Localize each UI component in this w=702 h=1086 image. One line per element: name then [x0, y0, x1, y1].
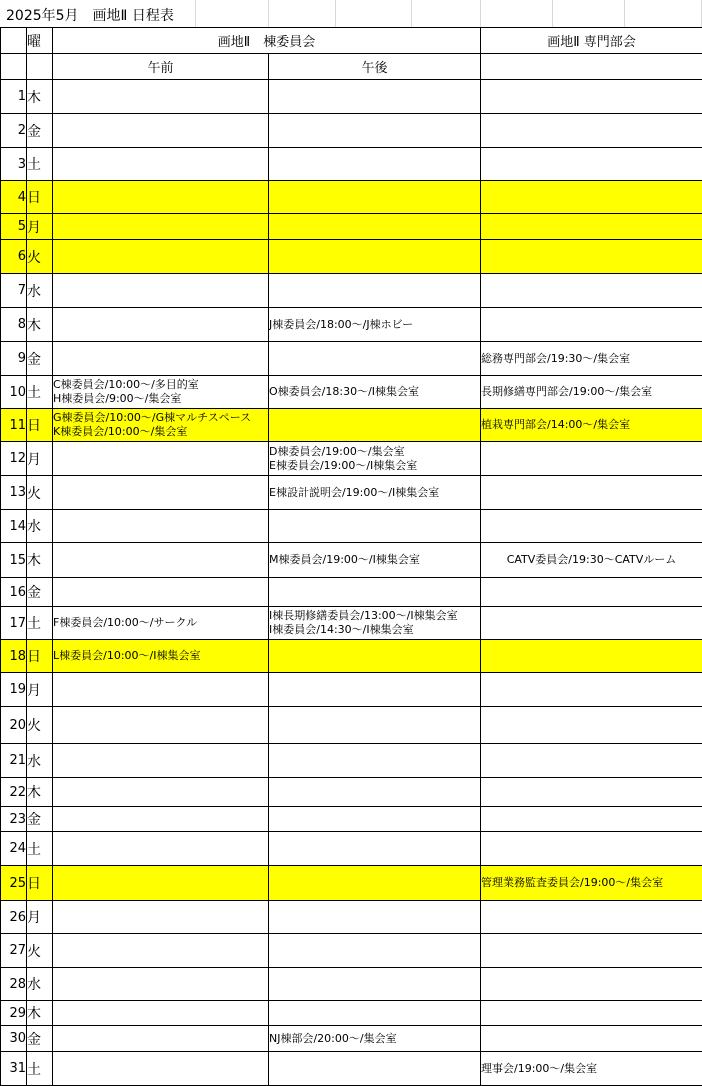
- am-cell: [53, 578, 269, 607]
- am-cell: [53, 543, 269, 578]
- am-cell: [53, 832, 269, 866]
- am-cell: [53, 342, 269, 376]
- special-cell: [481, 866, 702, 901]
- pm-cell: [269, 543, 481, 578]
- special-cell: [481, 807, 702, 832]
- am-cell: [53, 114, 269, 148]
- pm-cell: [269, 934, 481, 968]
- am-cell-entry: H棟委員会/9:00～/集会室: [53, 392, 182, 405]
- table-row: [1, 640, 702, 673]
- pm-cell: [269, 968, 481, 1001]
- pm-cell: [269, 1026, 481, 1052]
- pm-cell: [269, 1001, 481, 1026]
- day-number: 24: [1, 832, 27, 866]
- day-of-week: 日: [27, 409, 53, 442]
- pm-cell: [269, 640, 481, 673]
- day-of-week: 土: [27, 148, 53, 181]
- day-number: 21: [1, 744, 27, 778]
- day-number: 4: [1, 181, 27, 214]
- am-cell: [53, 510, 269, 543]
- day-number: 11: [1, 409, 27, 442]
- table-row: [1, 707, 702, 744]
- table-row: [1, 1026, 702, 1052]
- day-number: 31: [1, 1052, 27, 1086]
- special-cell: [481, 308, 702, 342]
- day-number: 26: [1, 901, 27, 934]
- table-row: [1, 744, 702, 778]
- building-committee-header: 画地Ⅱ 棟委員会: [53, 28, 481, 54]
- pm-cell: [269, 707, 481, 744]
- table-row: [1, 80, 702, 114]
- pm-cell-entry: E棟委員会/19:00～/I棟集会室: [269, 458, 418, 472]
- pm-cell: [269, 673, 481, 707]
- special-cell: [481, 673, 702, 707]
- am-cell: [53, 1052, 269, 1086]
- table-row: [1, 114, 702, 148]
- special-cell: [481, 376, 702, 409]
- pm-cell: [269, 181, 481, 214]
- day-of-week: 月: [27, 901, 53, 934]
- am-cell: [53, 308, 269, 342]
- special-cell: [481, 640, 702, 673]
- special-cell: [481, 778, 702, 807]
- title-row: [0, 0, 702, 27]
- am-cell: [53, 673, 269, 707]
- am-cell: [53, 80, 269, 114]
- day-of-week: 金: [27, 1026, 53, 1052]
- am-cell: [53, 376, 269, 409]
- pm-cell-entry: I棟委員会/14:30～/I棟集会室: [269, 623, 414, 636]
- special-cell: [481, 607, 702, 640]
- day-of-week: 火: [27, 934, 53, 968]
- day-number: 23: [1, 807, 27, 832]
- day-number: 27: [1, 934, 27, 968]
- day-number: 18: [1, 640, 27, 673]
- special-cell-entry: 理事会/19:00～/集会室: [481, 1061, 598, 1075]
- pm-cell-entry: J棟委員会/18:00～/J棟ホビー: [269, 317, 414, 331]
- day-number: 6: [1, 240, 27, 274]
- am-cell: [53, 866, 269, 901]
- table-row: [1, 778, 702, 807]
- day-of-week: 水: [27, 744, 53, 778]
- day-number: 29: [1, 1001, 27, 1026]
- table-row: [1, 308, 702, 342]
- am-cell: [53, 274, 269, 308]
- table-row: [1, 342, 702, 376]
- pm-cell: [269, 778, 481, 807]
- day-of-week: 木: [27, 1001, 53, 1026]
- special-committee-header: 画地Ⅱ 専門部会: [481, 28, 702, 54]
- table-row: [1, 376, 702, 409]
- table-row: [1, 409, 702, 442]
- table-row: [1, 274, 702, 308]
- am-cell: [53, 214, 269, 240]
- pm-cell: [269, 744, 481, 778]
- table-row: [1, 543, 702, 578]
- pm-cell: [269, 1052, 481, 1086]
- day-of-week: 火: [27, 476, 53, 510]
- special-cell: [481, 744, 702, 778]
- am-cell: [53, 778, 269, 807]
- special-cell: [481, 901, 702, 934]
- am-cell: [53, 442, 269, 476]
- am-cell: [53, 607, 269, 640]
- pm-cell: [269, 866, 481, 901]
- table-row: [1, 807, 702, 832]
- special-cell: [481, 476, 702, 510]
- special-cell: [481, 214, 702, 240]
- table-row: [1, 968, 702, 1001]
- pm-cell-entry: E棟設計説明会/19:00～/I棟集会室: [269, 485, 440, 499]
- table-row: [1, 1052, 702, 1086]
- table-row: [1, 442, 702, 476]
- header-row-1: [1, 28, 702, 54]
- special-cell: [481, 1052, 702, 1086]
- am-cell: [53, 181, 269, 214]
- pm-cell: [269, 476, 481, 510]
- day-of-week: 木: [27, 80, 53, 114]
- pm-cell-entry: O棟委員会/18:30～/I棟集会室: [269, 385, 420, 398]
- pm-cell-entry: D棟委員会/19:00～/集会室: [269, 444, 405, 458]
- corner-cell: [1, 28, 27, 54]
- table-row: [1, 476, 702, 510]
- special-cell: [481, 114, 702, 148]
- day-number: 22: [1, 778, 27, 807]
- table-row: [1, 578, 702, 607]
- table-row: [1, 934, 702, 968]
- day-of-week: 火: [27, 707, 53, 744]
- day-number: 16: [1, 578, 27, 607]
- day-number: 30: [1, 1026, 27, 1052]
- day-number: 19: [1, 673, 27, 707]
- day-number: 20: [1, 707, 27, 744]
- day-number: 13: [1, 476, 27, 510]
- pm-cell: [269, 578, 481, 607]
- am-cell-entry: K棟委員会/10:00～/集会室: [53, 425, 188, 438]
- day-number: 15: [1, 543, 27, 578]
- pm-cell: [269, 607, 481, 640]
- pm-cell: [269, 342, 481, 376]
- day-of-week: 金: [27, 807, 53, 832]
- pm-cell: [269, 214, 481, 240]
- pm-cell: [269, 240, 481, 274]
- am-cell: [53, 744, 269, 778]
- pm-cell: [269, 409, 481, 442]
- day-number: 25: [1, 866, 27, 901]
- table-row: [1, 607, 702, 640]
- special-cell: [481, 442, 702, 476]
- day-number: 12: [1, 442, 27, 476]
- day-of-week: 月: [27, 673, 53, 707]
- am-cell: [53, 901, 269, 934]
- day-number: 7: [1, 274, 27, 308]
- pm-cell: [269, 376, 481, 409]
- am-cell: [53, 807, 269, 832]
- am-cell: [53, 1026, 269, 1052]
- table-row: [1, 866, 702, 901]
- special-cell: [481, 1026, 702, 1052]
- am-cell: [53, 476, 269, 510]
- day-number: 1: [1, 80, 27, 114]
- special-cell-entry: 管理業務監査委員会/19:00～/集会室: [481, 876, 664, 889]
- special-cell: [481, 148, 702, 181]
- day-of-week: 木: [27, 778, 53, 807]
- am-cell-entry: C棟委員会/10:00～/多目的室: [53, 378, 199, 391]
- day-of-week: 火: [27, 240, 53, 274]
- day-of-week: 月: [27, 214, 53, 240]
- pm-cell: [269, 80, 481, 114]
- am-cell: [53, 968, 269, 1001]
- pm-cell-entry: M棟委員会/19:00～/I棟集会室: [269, 553, 420, 566]
- day-of-week: 月: [27, 442, 53, 476]
- special-cell: [481, 543, 702, 578]
- am-cell: [53, 240, 269, 274]
- special-cell: [481, 510, 702, 543]
- day-of-week: 土: [27, 376, 53, 409]
- pm-cell-entry: NJ棟部会/20:00～/集会室: [269, 1031, 397, 1045]
- day-of-week: 土: [27, 1052, 53, 1086]
- day-of-week: 木: [27, 543, 53, 578]
- day-of-week: 金: [27, 578, 53, 607]
- table-row: [1, 148, 702, 181]
- special-cell: [481, 1001, 702, 1026]
- special-cell-entry: 総務専門部会/19:30～/集会室: [481, 351, 631, 365]
- day-number: 14: [1, 510, 27, 543]
- pm-cell: [269, 807, 481, 832]
- am-cell: [53, 409, 269, 442]
- special-cell-entry: 長期修繕専門部会/19:00～/集会室: [481, 385, 653, 398]
- pm-cell: [269, 114, 481, 148]
- day-number: 8: [1, 308, 27, 342]
- dow-header: 曜: [27, 28, 53, 54]
- special-cell: [481, 181, 702, 214]
- table-row: [1, 901, 702, 934]
- special-cell: [481, 934, 702, 968]
- am-cell: [53, 1001, 269, 1026]
- am-cell: [53, 707, 269, 744]
- day-number: 17: [1, 607, 27, 640]
- am-header: 午前: [53, 54, 269, 80]
- table-row: [1, 510, 702, 543]
- day-of-week: 金: [27, 114, 53, 148]
- day-number: 3: [1, 148, 27, 181]
- special-cell: [481, 80, 702, 114]
- special-cell: [481, 342, 702, 376]
- special-cell: [481, 578, 702, 607]
- special-cell-entry: CATV委員会/19:30～CATVルーム: [506, 553, 677, 566]
- table-row: [1, 240, 702, 274]
- am-cell-entry: F棟委員会/10:00～/サークル: [53, 616, 198, 629]
- table-row: [1, 832, 702, 866]
- am-cell: [53, 148, 269, 181]
- special-cell-entry: 植栽専門部会/14:00～/集会室: [481, 418, 631, 431]
- special-cell: [481, 274, 702, 308]
- day-of-week: 土: [27, 832, 53, 866]
- special-cell: [481, 707, 702, 744]
- pm-cell: [269, 901, 481, 934]
- table-row: [1, 1001, 702, 1026]
- day-number: 10: [1, 376, 27, 409]
- special-cell: [481, 832, 702, 866]
- pm-cell: [269, 832, 481, 866]
- day-number: 5: [1, 214, 27, 240]
- pm-cell: [269, 442, 481, 476]
- pm-cell: [269, 274, 481, 308]
- table-row: [1, 181, 702, 214]
- special-cell: [481, 968, 702, 1001]
- pm-cell: [269, 510, 481, 543]
- pm-cell: [269, 148, 481, 181]
- day-number: 9: [1, 342, 27, 376]
- am-cell: [53, 934, 269, 968]
- day-number: 28: [1, 968, 27, 1001]
- day-of-week: 日: [27, 640, 53, 673]
- day-of-week: 木: [27, 308, 53, 342]
- day-of-week: 金: [27, 342, 53, 376]
- day-of-week: 水: [27, 510, 53, 543]
- sheet-title: 2025年5月 画地Ⅱ 日程表: [6, 8, 174, 24]
- am-cell: [53, 640, 269, 673]
- schedule-table: [0, 27, 702, 1086]
- pm-cell-entry: I棟長期修繕委員会/13:00～/I棟集会室: [269, 609, 458, 622]
- day-of-week: 水: [27, 274, 53, 308]
- day-of-week: 土: [27, 607, 53, 640]
- pm-header: 午後: [269, 54, 481, 80]
- table-row: [1, 673, 702, 707]
- special-cell: [481, 409, 702, 442]
- day-number: 2: [1, 114, 27, 148]
- header-row-2: [1, 54, 702, 80]
- am-cell-entry: L棟委員会/10:00～/I棟集会室: [53, 649, 201, 662]
- special-cell: [481, 240, 702, 274]
- am-cell-entry: G棟委員会/10:00～/G棟マルチスペース: [53, 411, 252, 424]
- day-of-week: 日: [27, 181, 53, 214]
- table-row: [1, 214, 702, 240]
- day-of-week: 水: [27, 968, 53, 1001]
- pm-cell: [269, 308, 481, 342]
- day-of-week: 日: [27, 866, 53, 901]
